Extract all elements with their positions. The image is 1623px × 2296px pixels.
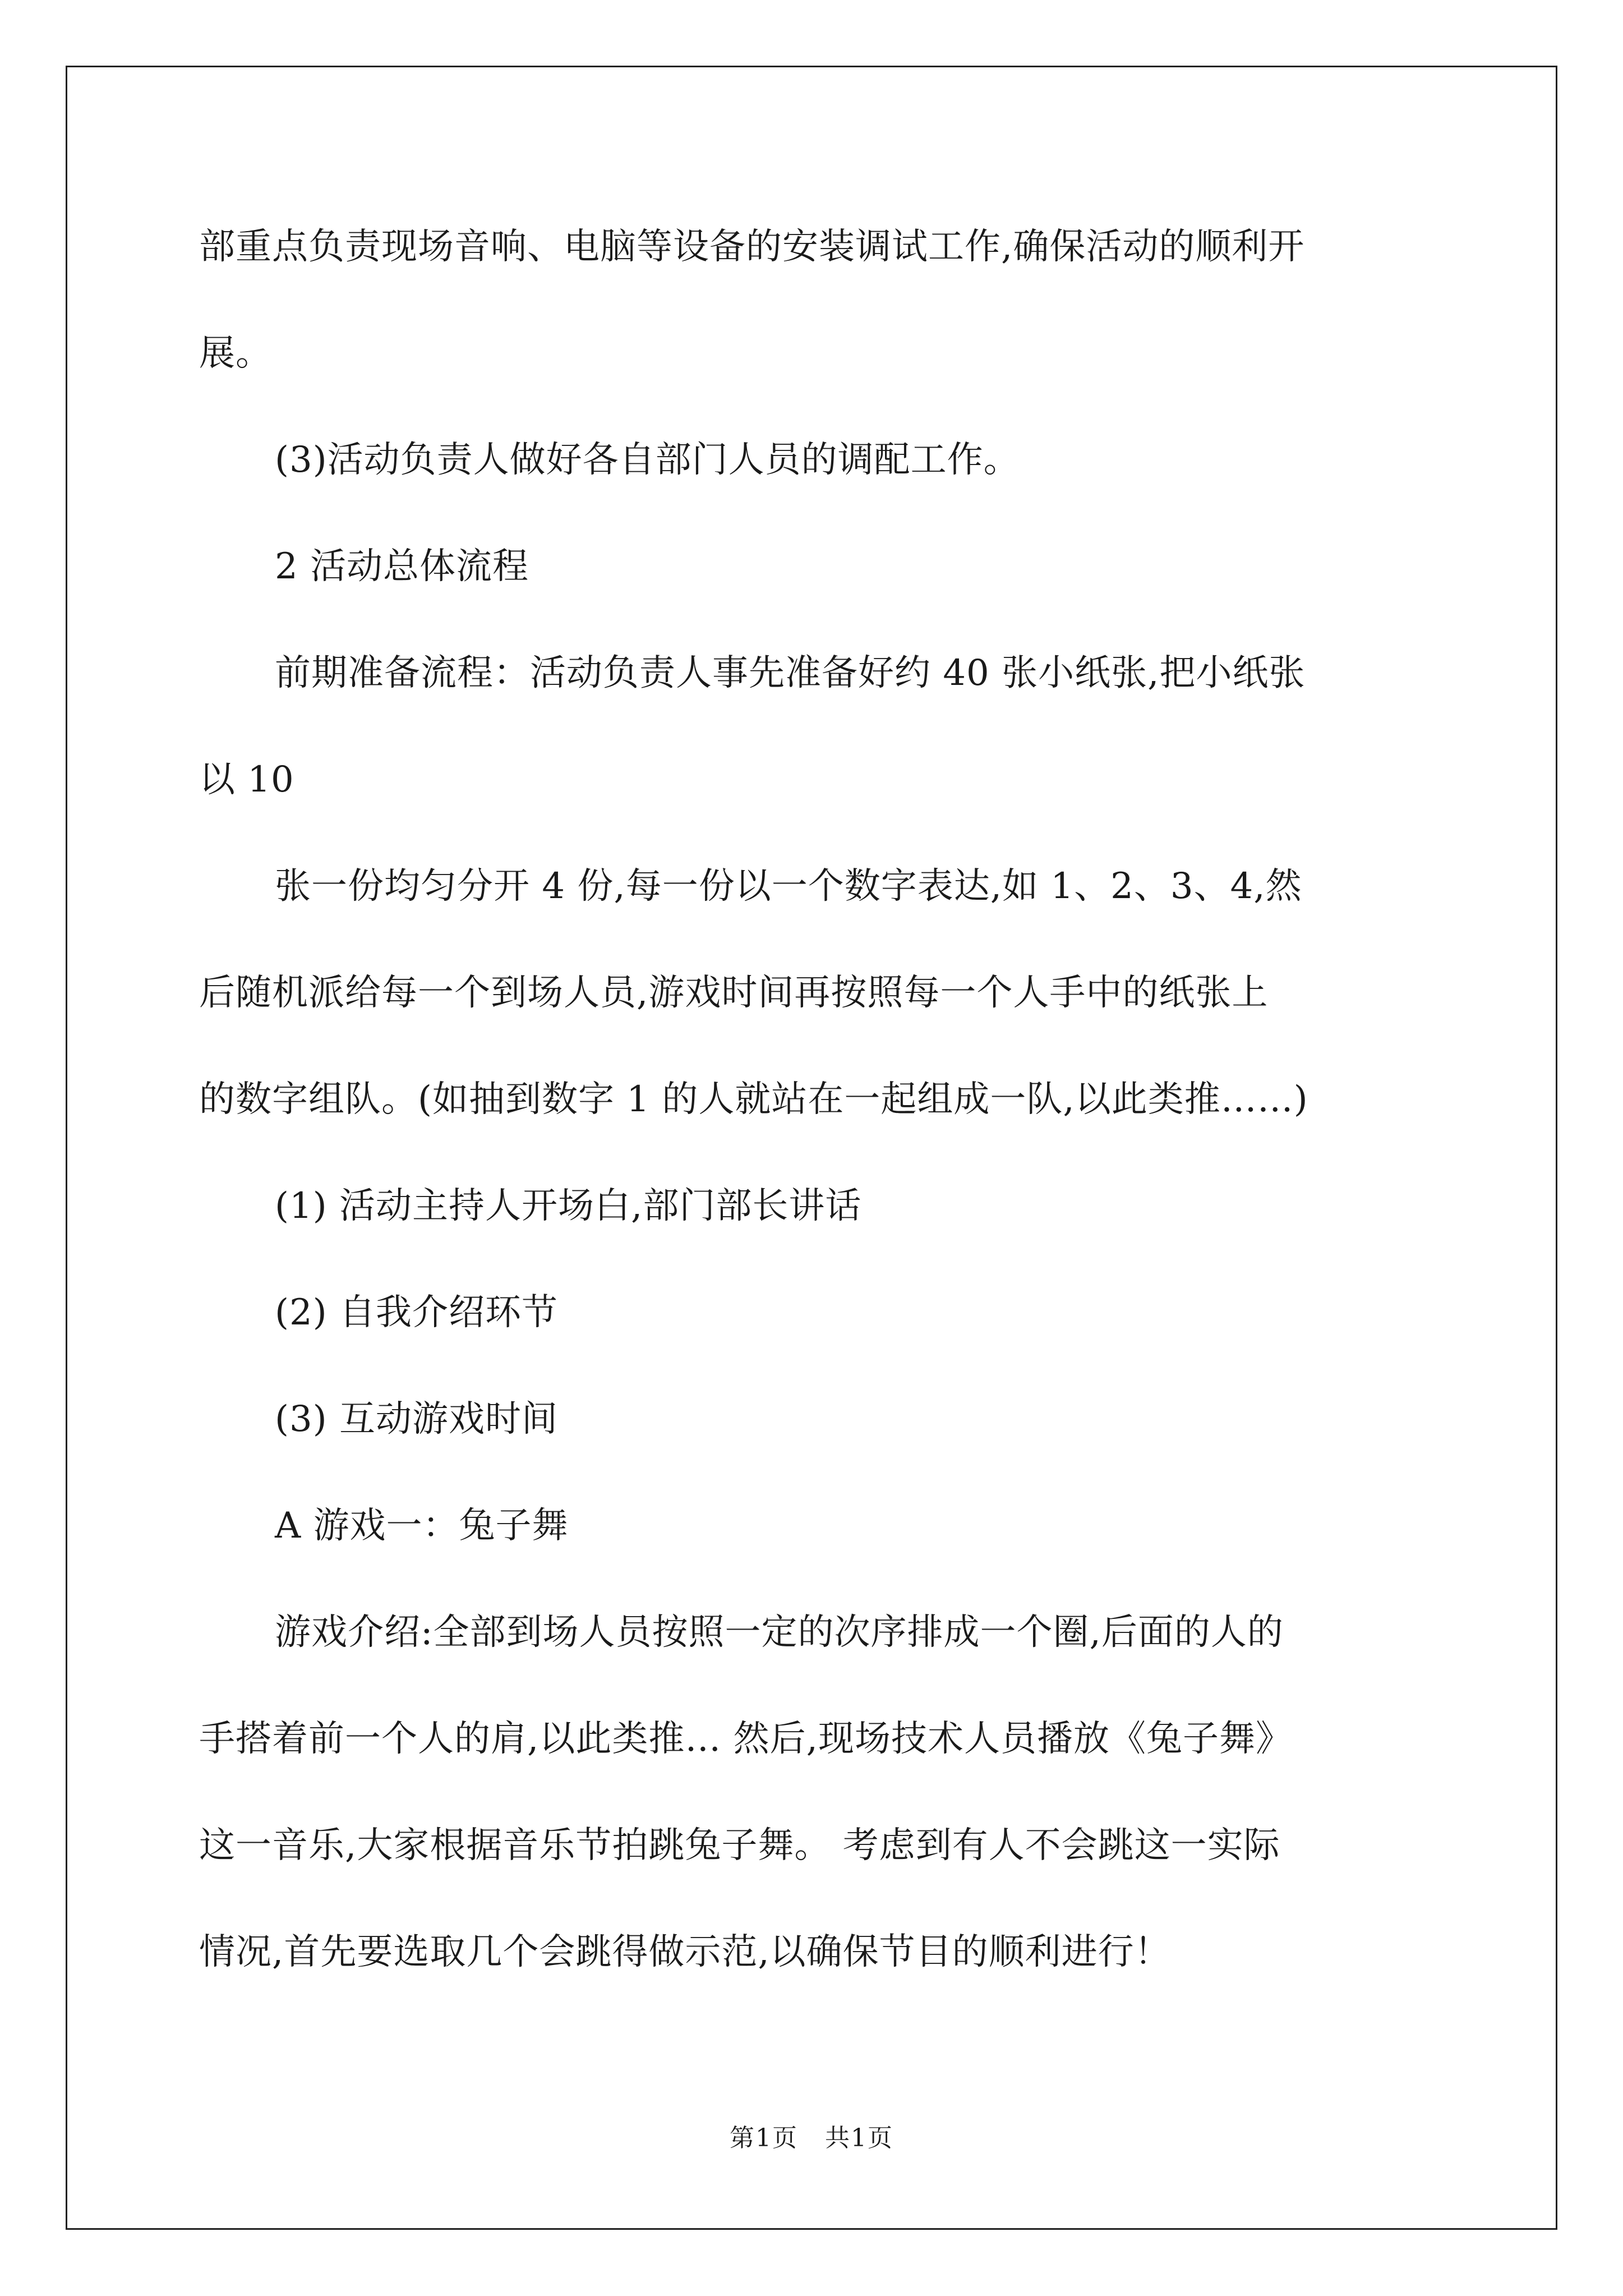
paragraph-line-3: (3)活动负责人做好各自部门人员的调配工作。 [275, 439, 1020, 481]
paragraph-line-7: 张一份均匀分开 4 份,每一份以一个数字表达,如 1、2、3、4,然 [275, 866, 1302, 907]
paragraph-line-15: 手搭着前一个人的肩,以此类推… 然后,现场技术人员播放《兔子舞》 [199, 1718, 1293, 1760]
page-number-current: 第1页 [730, 2124, 798, 2152]
list-item-1: (1) 活动主持人开场白,部门部长讲话 [275, 1185, 862, 1227]
paragraph-line-2: 展。 [199, 333, 272, 374]
paragraph-line-5: 前期准备流程：活动负责人事先准备好约 40 张小纸张,把小纸张 [275, 652, 1306, 694]
list-item-3: (3) 互动游戏时间 [275, 1398, 558, 1440]
section-heading: 2 活动总体流程 [275, 546, 529, 587]
page-border [66, 66, 1557, 2230]
list-item-2: (2) 自我介绍环节 [275, 1292, 558, 1333]
paragraph-line-14: 游戏介绍:全部到场人员按照一定的次序排成一个圈,后面的人的 [275, 1612, 1284, 1653]
paragraph-line-9: 的数字组队。(如抽到数字 1 的人就站在一起组成一队,以此类推……) [199, 1079, 1308, 1120]
page-footer [0, 2126, 1623, 2151]
paragraph-line-17: 情况,首先要选取几个会跳得做示范,以确保节目的顺利进行！ [199, 1931, 1171, 1973]
paragraph-line-16: 这一音乐,大家根据音乐节拍跳兔子舞。 考虑到有人不会跳这一实际 [199, 1825, 1280, 1866]
paragraph-line-8: 后随机派给每一个到场人员,游戏时间再按照每一个人手中的纸张上 [199, 972, 1269, 1014]
paragraph-line-1: 部重点负责现场音响、电脑等设备的安装调试工作,确保活动的顺利开 [199, 226, 1305, 268]
paragraph-line-6: 以 10 [199, 759, 294, 800]
page-number-total: 共1页 [825, 2124, 893, 2152]
game-heading: A 游戏一：兔子舞 [275, 1505, 569, 1547]
